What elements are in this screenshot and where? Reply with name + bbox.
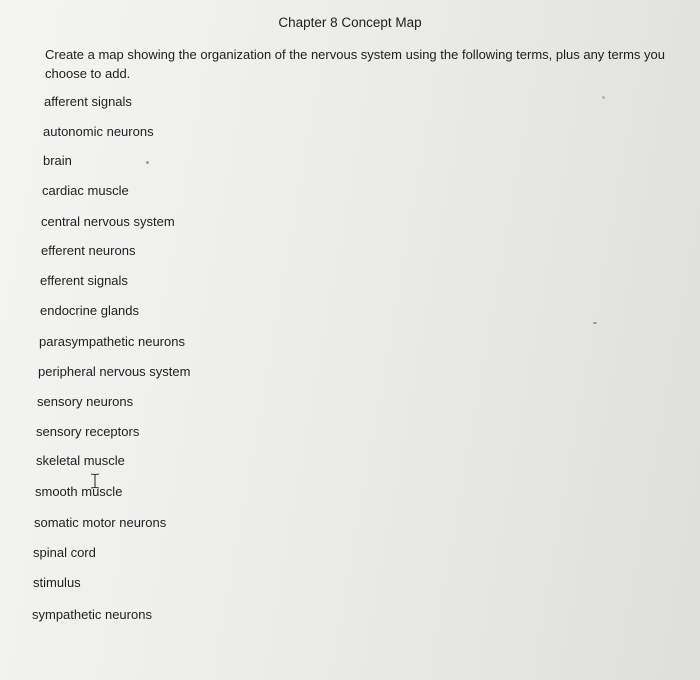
term-item: sympathetic neurons — [32, 607, 152, 622]
term-item: somatic motor neurons — [34, 515, 167, 530]
term-item: sensory receptors — [36, 424, 140, 439]
term-item: efferent neurons — [41, 243, 136, 258]
instructions-text: Create a map showing the organization of the nervous system using the following terms, plus any terms you choose to add. — [45, 47, 665, 81]
screen-speck — [146, 161, 149, 164]
term-item: sensory neurons — [37, 394, 134, 409]
term-item: autonomic neurons — [43, 124, 154, 139]
term-item: endocrine glands — [40, 303, 140, 318]
term-item: skeletal muscle — [36, 453, 125, 468]
term-item: cardiac muscle — [42, 183, 129, 198]
text-cursor-icon — [90, 473, 100, 489]
screen-speck — [602, 96, 605, 99]
term-item: stimulus — [33, 575, 81, 590]
term-item: spinal cord — [33, 545, 96, 560]
screen-speck — [593, 322, 597, 324]
term-item: smooth muscle — [35, 484, 123, 499]
term-item: central nervous system — [41, 214, 175, 229]
term-item: brain — [43, 153, 72, 168]
page-title: Chapter 8 Concept Map — [278, 15, 422, 30]
term-item: efferent signals — [40, 273, 128, 288]
term-item: parasympathetic neurons — [39, 334, 185, 349]
term-item: peripheral nervous system — [38, 364, 191, 379]
term-item: afferent signals — [44, 94, 132, 109]
